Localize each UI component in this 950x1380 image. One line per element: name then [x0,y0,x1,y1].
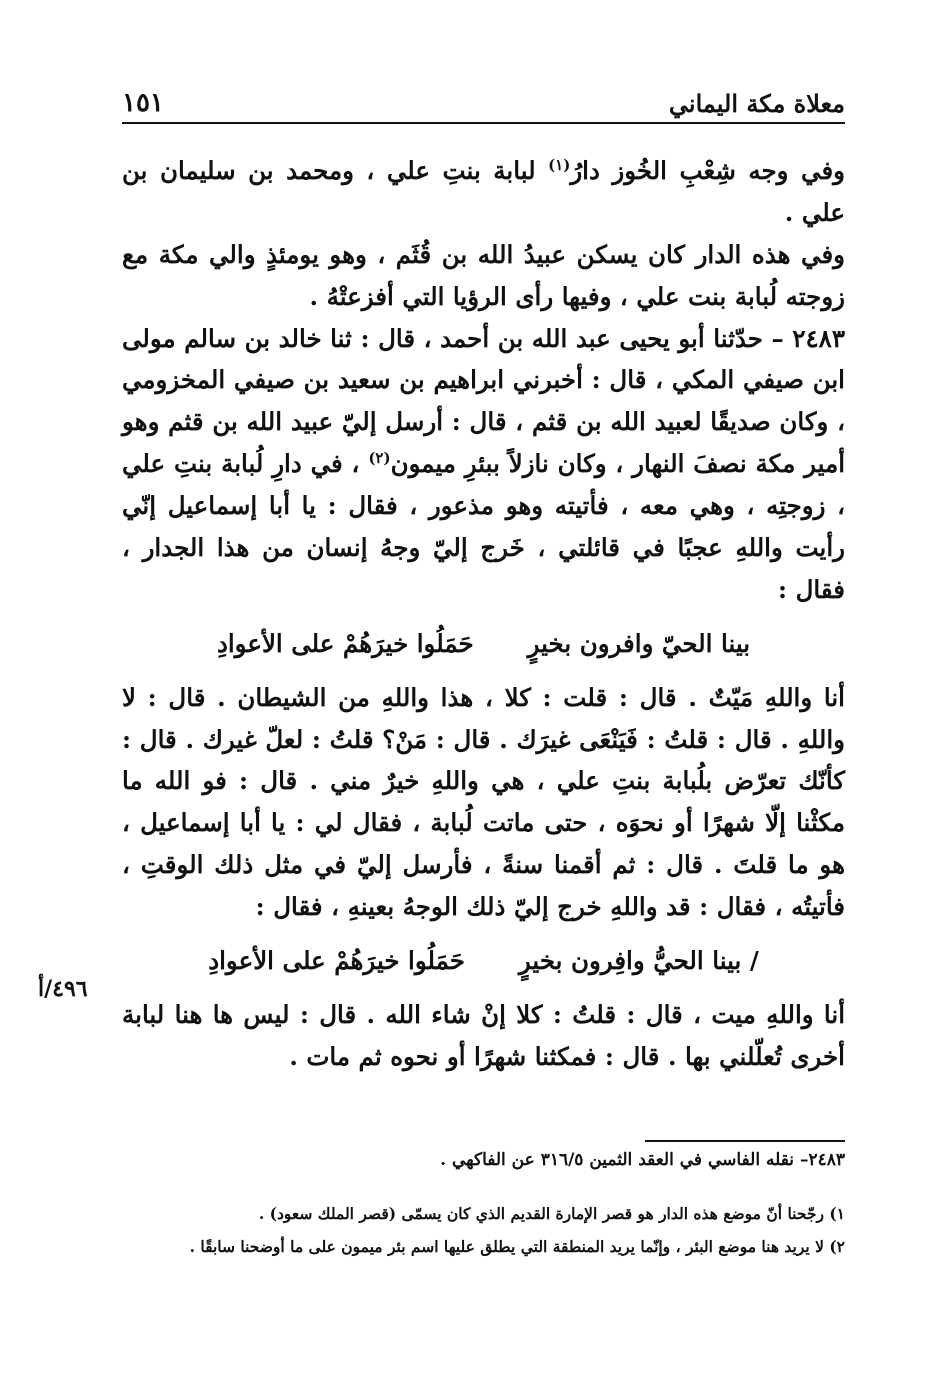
verse-1 [122,623,845,665]
verse-2-second-hemistich: حَمَلُوا خيرَهُمْ على الأعوادِ [208,946,465,976]
verse-2 [122,940,845,982]
page-number: ١٥١ [122,88,164,118]
footnote-ref-1: (١) [548,155,571,174]
paragraph-4: أنا واللهِ مَيّتٌ . قال : قلت : كلا ، هذا واللهِ من الشيطان . قال : لا واللهِ . قال : قلتُ : فَيَنْعَى غيرَك . قال : مَنْ؟ قلتُ : لعلّ غيرك . قال : كأنّك تعرّض بلُبابة بنتِ علي ، هي واللهِ خيرٌ مني . قال : فو الله ما مكثْنا إلّا شهرًا أو نحوَه ، حتى ماتت لُبابة ، فقال لي : يا أبا إسماعيل ، هو ما قلتَ . قال : ثم أقمنا سنةً ، فأرسل إليّ في مثل ذلك الوقتِ ، فأتيتُه ، فقال : قد واللهِ خرج إليّ ذلك الوجهُ بعينهِ ، فقال : [122,682,845,922]
page-header [122,78,845,124]
footnote-1: ١) رجّحنا أنّ موضع هذه الدار هو قصر الإمارة القديم الذي كان يسمّى (قصر الملك سعود) . [258,1204,845,1223]
running-title: معلاة مكة اليماني [668,89,845,118]
footnote-separator [645,1140,845,1142]
verse-1-first-hemistich: بينا الحيّ وافرون بخيرٍ [527,628,751,658]
paragraph-5: أنا واللهِ ميت ، قال : قلتُ : كلا إنْ شاء الله . قال : ليس ها هنا لبابة أخرى تُعلّلني بها . قال : فمكثنا شهرًا أو نحوه ثم مات . [122,999,846,1071]
paragraph-1-rest: لبابة بنتِ علي ، ومحمد بن سليمان بن علي . [122,156,845,227]
paragraph-hadith-2483 [122,318,845,611]
verse-2-first-hemistich: / بينا الحيُّ وافِرون بخيرٍ [518,946,759,976]
verse-1-second-hemistich: حَمَلُوا خيرَهُمْ على الأعوادِ [216,628,474,658]
footnotes [105,1198,845,1263]
paragraph-hadith-text-b: ، في دارِ لُبابة بنتِ علي ، زوجتِه ، وهي معه ، فأتيته وهو مذعور ، فقال : يا أبا إسماعيل إنّي رأيت واللهِ عجبًا في قائلتي ، خَرج إليّ وجهُ إنسان من هذا الجدار ، فقال : [122,449,845,604]
footnote-2: ٢) لا يريد هنا موضع البئر ، وإنّما يريد المنطقة التي يطلق عليها اسم بئر ميمون على ما أوضحنا سابقًا . [189,1236,845,1256]
footnote-ref-2: (٢) [368,449,391,468]
paragraph-2: وفي هذه الدار كان يسكن عبيدُ الله بن قُثَم ، وهو يومئذٍ والي مكة مع زوجته لُبابة بنت علي ، وفيها رأى الرؤيا التي أفزعتْهُ . [122,239,845,311]
manuscript-folio-note: ٤٩٦/أ [38,976,88,1002]
paragraph-1 [122,150,845,234]
footnote-source-note: ٢٤٨٣– نقله الفاسي في العقد الثمين ٣١٦/٥ عن الفاكهي . [440,1150,845,1170]
main-text [122,150,845,1078]
paragraph-1-text: وفي وجه شِعْبِ الخُوز دارُ [570,156,845,185]
paragraph-hadith-text-a: ٢٤٨٣ – حدّثنا أبو يحيى عبد الله بن أحمد ، قال : ثنا خالد بن سالم مولى ابن صيفي المكي ، قال : أخبرني ابراهيم بن سعيد بن صيفي المخزومي ، وكان صديقًا لعبيد الله بن قثم ، قال : أرسل إليّ عبيد الله بن قثم وهو أمير مكة نصفَ النهار ، وكان نازلاً ببئرِ ميمون [122,323,845,479]
